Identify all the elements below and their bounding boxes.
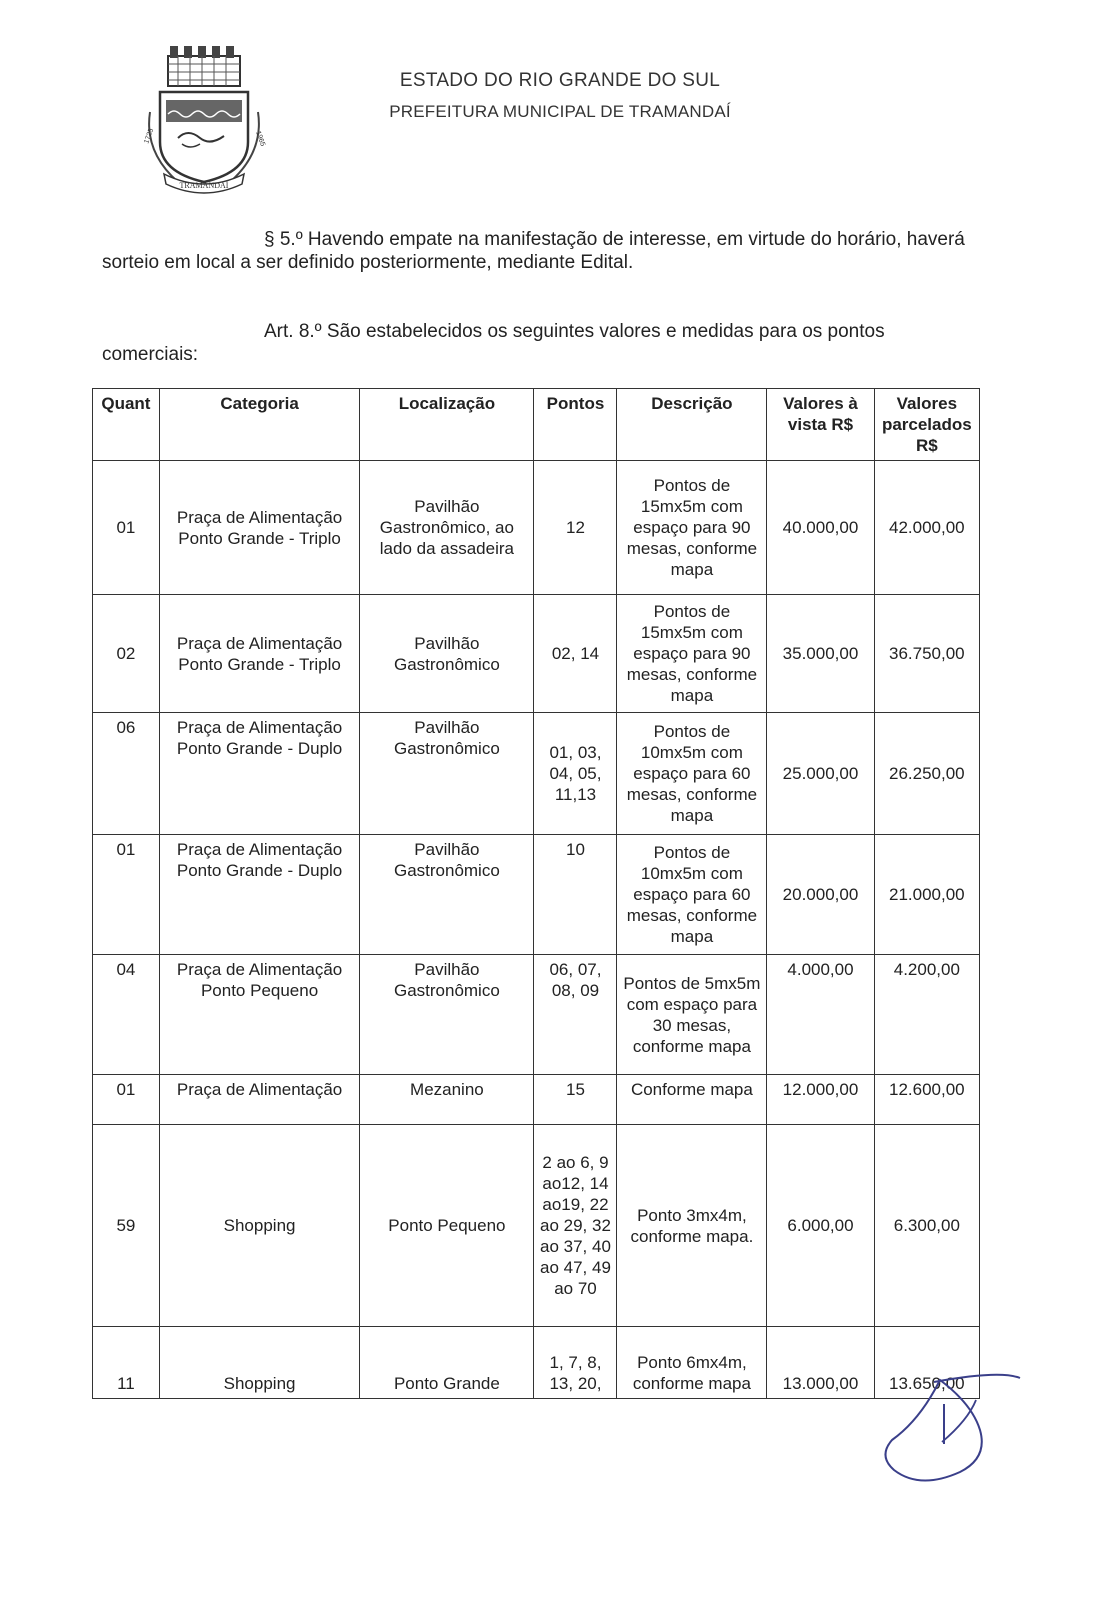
cell-valor-parcelado: 13.650,00 — [874, 1327, 979, 1399]
cell-descricao: Pontos de 5mx5m com espaço para 30 mesas, conforme mapa — [617, 955, 767, 1075]
municipal-crest-icon — [138, 42, 270, 194]
cell-categoria: Praça de Alimentação Ponto Pequeno — [159, 955, 359, 1075]
state-name: ESTADO DO RIO GRANDE DO SUL — [399, 70, 721, 91]
header-descricao: Descrição — [617, 389, 767, 461]
cell-pontos: 06, 07, 08, 09 — [534, 955, 617, 1075]
table-row — [93, 713, 980, 835]
cell-valor-parcelado: 21.000,00 — [874, 835, 979, 955]
cell-categoria: Praça de Alimentação Ponto Grande - Triplo — [159, 461, 359, 595]
cell-valor-parcelado: 12.600,00 — [874, 1075, 979, 1125]
table-row — [93, 1075, 980, 1125]
cell-descricao: Pontos de 15mx5m com espaço para 90 mesas, conforme mapa — [617, 595, 767, 713]
table-row — [93, 955, 980, 1075]
cell-descricao: Ponto 3mx4m, conforme mapa. — [617, 1125, 767, 1327]
cell-pontos: 1, 7, 8, 13, 20, — [534, 1327, 617, 1399]
cell-descricao: Pontos de 10mx5m com espaço para 60 mesas, conforme mapa — [617, 835, 767, 955]
cell-quant: 06 — [93, 713, 160, 835]
header-pontos: Pontos — [534, 389, 617, 461]
cell-localizacao: Pavilhão Gastronômico — [360, 955, 534, 1075]
cell-quant: 11 — [93, 1327, 160, 1399]
cell-valor-parcelado: 6.300,00 — [874, 1125, 979, 1327]
cell-descricao: Pontos de 10mx5m com espaço para 60 mesas, conforme mapa — [617, 713, 767, 835]
cell-descricao: Pontos de 15mx5m com espaço para 90 mesas, conforme mapa — [617, 461, 767, 595]
header-categoria: Categoria — [159, 389, 359, 461]
cell-pontos: 2 ao 6, 9 ao12, 14 ao19, 22 ao 29, 32 ao 37, 40 ao 47, 49 ao 70 — [534, 1125, 617, 1327]
table-row — [93, 595, 980, 713]
cell-categoria: Praça de Alimentação Ponto Grande - Triplo — [159, 595, 359, 713]
cell-categoria: Shopping — [159, 1125, 359, 1327]
header-valores-vista: Valores à vista R$ — [767, 389, 874, 461]
crest-year-right: 1965 — [254, 130, 267, 148]
commercial-points-table — [92, 388, 980, 1399]
cell-valor-vista: 25.000,00 — [767, 713, 874, 835]
cell-valor-parcelado: 4.200,00 — [874, 955, 979, 1075]
header-valores-parcelados: Valores parcelados R$ — [874, 389, 979, 461]
cell-valor-vista: 20.000,00 — [767, 835, 874, 955]
handwritten-signature-icon — [880, 1360, 1030, 1500]
paragraph-article-8: Art. 8.º São estabelecidos os seguintes valores e medidas para os pontos comerciais: — [102, 321, 885, 365]
crest-year-left: 1725 — [143, 127, 156, 145]
cell-pontos: 15 — [534, 1075, 617, 1125]
table-row — [93, 835, 980, 955]
cell-valor-parcelado: 36.750,00 — [874, 595, 979, 713]
cell-valor-parcelado: 26.250,00 — [874, 713, 979, 835]
cell-localizacao: Mezanino — [360, 1075, 534, 1125]
cell-localizacao: Ponto Grande — [360, 1327, 534, 1399]
cell-quant: 59 — [93, 1125, 160, 1327]
table-row — [93, 1125, 980, 1327]
table-header-row — [93, 389, 980, 461]
cell-categoria: Shopping — [159, 1327, 359, 1399]
letterhead — [330, 68, 790, 124]
cell-quant: 01 — [93, 835, 160, 955]
cell-localizacao: Pavilhão Gastronômico — [360, 595, 534, 713]
cell-quant: 02 — [93, 595, 160, 713]
cell-categoria: Praça de Alimentação — [159, 1075, 359, 1125]
table-row — [93, 1327, 980, 1399]
cell-localizacao: Ponto Pequeno — [360, 1125, 534, 1327]
cell-localizacao: Pavilhão Gastronômico, ao lado da assadeira — [360, 461, 534, 595]
cell-valor-vista: 13.000,00 — [767, 1327, 874, 1399]
cell-descricao: Ponto 6mx4m, conforme mapa — [617, 1327, 767, 1399]
cell-valor-parcelado: 42.000,00 — [874, 461, 979, 595]
cell-quant: 04 — [93, 955, 160, 1075]
cell-pontos: 10 — [534, 835, 617, 955]
cell-valor-vista: 12.000,00 — [767, 1075, 874, 1125]
cell-descricao: Conforme mapa — [617, 1075, 767, 1125]
cell-pontos: 02, 14 — [534, 595, 617, 713]
header-localizacao: Localização — [360, 389, 534, 461]
municipality-name: PREFEITURA MUNICIPAL DE TRAMANDAÍ — [389, 102, 731, 121]
cell-pontos: 01, 03, 04, 05, 11,13 — [534, 713, 617, 835]
cell-quant: 01 — [93, 1075, 160, 1125]
paragraph-section-5: § 5.º Havendo empate na manifestação de interesse, em virtude do horário, haverá sorteio em local a ser definido posteriormente, mediante Edital. — [102, 229, 965, 273]
cell-pontos: 12 — [534, 461, 617, 595]
cell-categoria: Praça de Alimentação Ponto Grande - Duplo — [159, 835, 359, 955]
cell-valor-vista: 40.000,00 — [767, 461, 874, 595]
cell-valor-vista: 6.000,00 — [767, 1125, 874, 1327]
cell-localizacao: Pavilhão Gastronômico — [360, 835, 534, 955]
table-row — [93, 461, 980, 595]
cell-categoria: Praça de Alimentação Ponto Grande - Duplo — [159, 713, 359, 835]
cell-localizacao: Pavilhão Gastronômico — [360, 713, 534, 835]
header-quant: Quant — [93, 389, 160, 461]
cell-quant: 01 — [93, 461, 160, 595]
crest-banner-text: TRAMANDAÍ — [179, 181, 229, 190]
cell-valor-vista: 35.000,00 — [767, 595, 874, 713]
cell-valor-vista: 4.000,00 — [767, 955, 874, 1075]
